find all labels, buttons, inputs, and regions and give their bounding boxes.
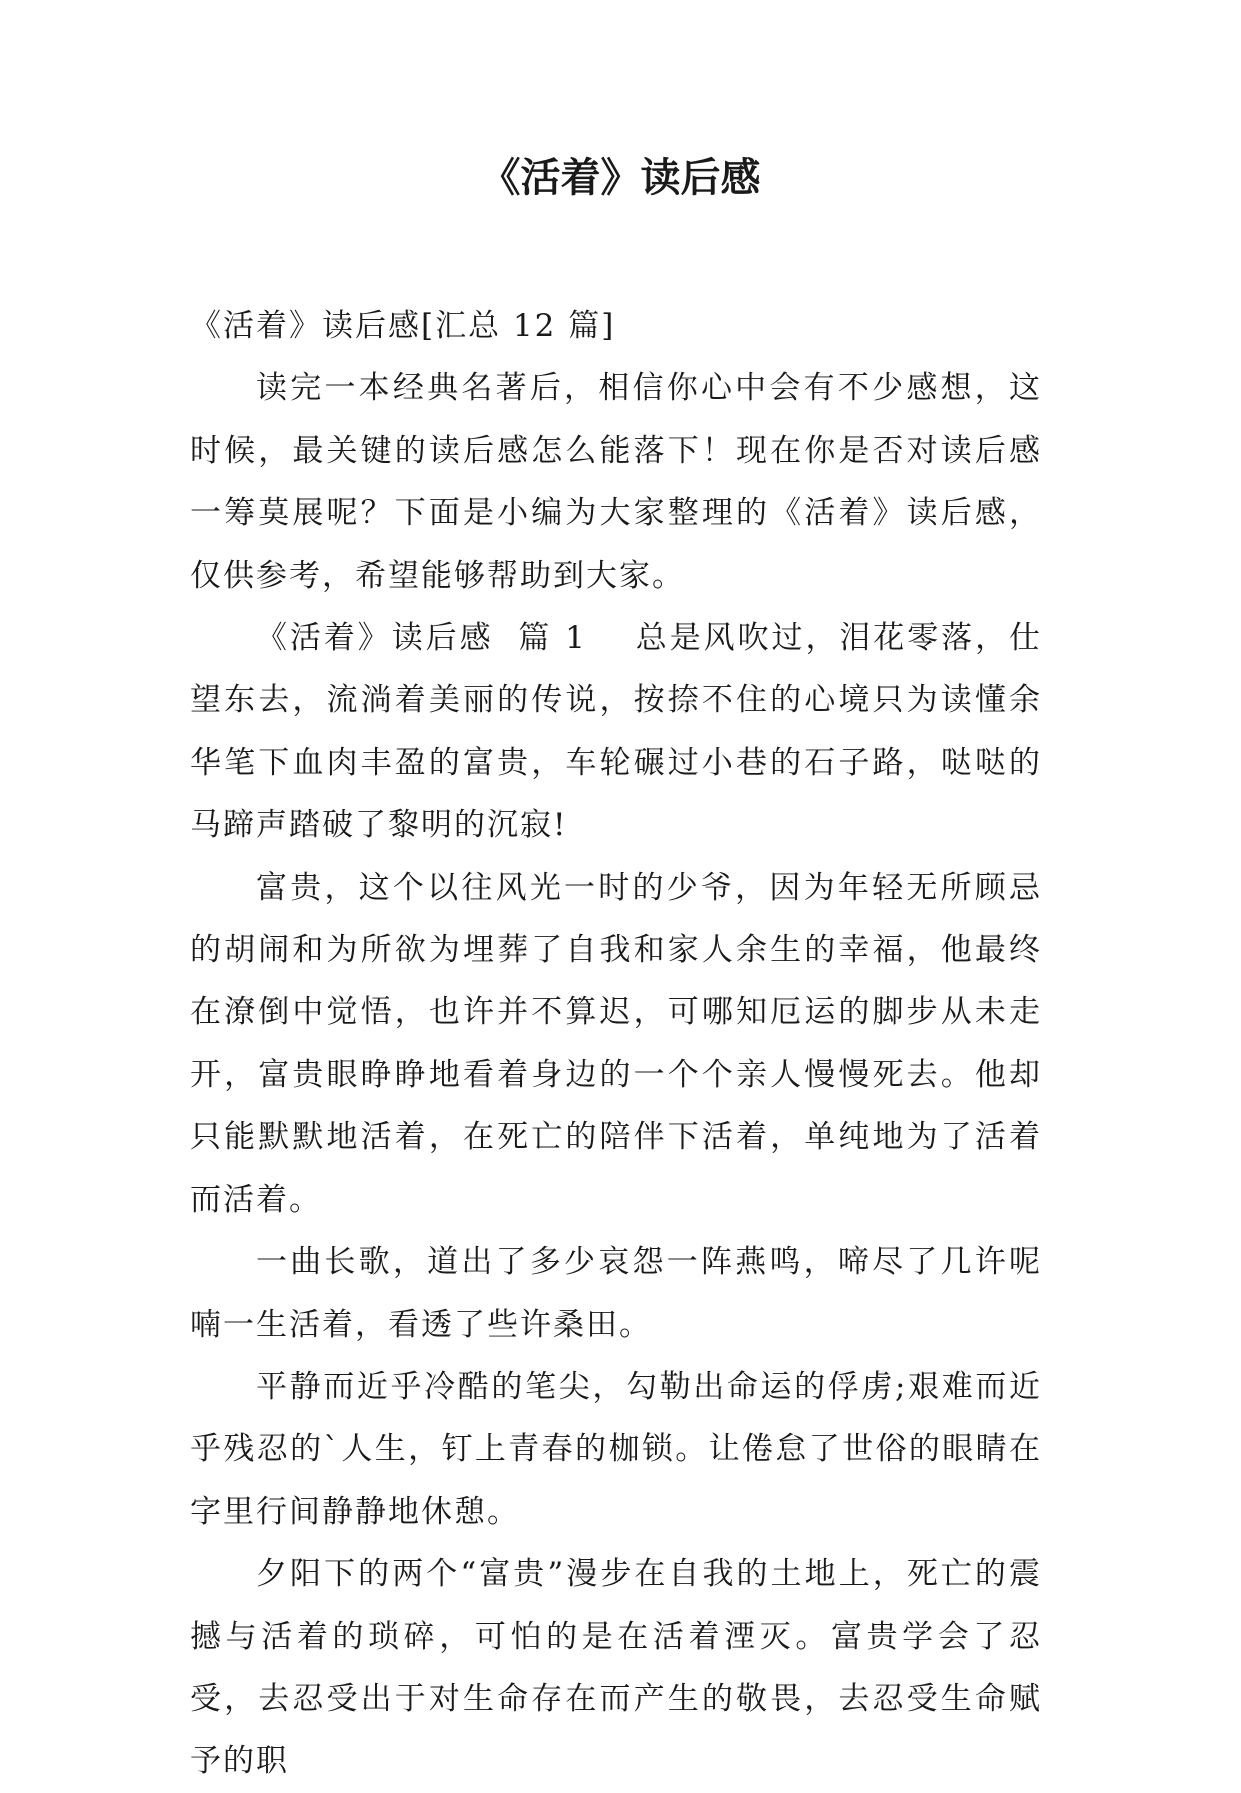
section-1-heading: 《活着》读后感 [256, 620, 494, 657]
body-paragraph-3: 平静而近乎冷酷的笔尖，勾勒出命运的俘虏;艰难而近乎残忍的`人生，钉上青春的枷锁。让倦怠了世俗的眼睛在字里行间静静地休憩。 [190, 1368, 1042, 1530]
body-paragraph-1: 富贵，这个以往风光一时的少爷，因为年轻无所顾忌的胡闹和为所欲为埋葬了自我和家人余生的幸福，他最终在潦倒中觉悟，也许并不算迟，可哪知厄运的脚步从未走开，富贵眼睁睁地看着身边的一个个亲人慢慢死去。他却只能默默地活着，在死亡的陪伴下活着，单纯地为了活着而活着。 [190, 869, 1042, 1218]
body-paragraph-2: 一曲长歌，道出了多少哀怨一阵燕鸣，啼尽了几许呢喃一生活着，看透了些许桑田。 [190, 1244, 1042, 1343]
document-body [190, 295, 1042, 1793]
document-title: 《活着》读后感 [480, 155, 761, 201]
intro-paragraph: 读完一本经典名著后，相信你心中会有不少感想，这时候，最关键的读后感怎么能落下！现在你是否对读后感一筹莫展呢？下面是小编为大家整理的《活着》读后感，仅供参考，希望能够帮助到大家。 [190, 370, 1042, 594]
section-1-paragraph [190, 607, 1042, 857]
section-1-label: 篇 1 [517, 620, 587, 657]
body-paragraph-4: 夕阳下的两个“富贵”漫步在自我的土地上，死亡的震撼与活着的琐碎，可怕的是在活着湮灭。富贵学会了忍受，去忍受出于对生命存在而产生的敬畏，去忍受生命赋予的职 [190, 1556, 1042, 1780]
document-subtitle: 《活着》读后感[汇总 12 篇] [190, 308, 616, 344]
section-1-text: 总是风吹过，泪花零落，仕望东去，流淌着美丽的传说，按捺不住的心境只为读懂余华笔下血肉丰盈的富贵，车轮碾过小巷的石子路，哒哒的马蹄声踏破了黎明的沉寂! [190, 620, 1043, 844]
